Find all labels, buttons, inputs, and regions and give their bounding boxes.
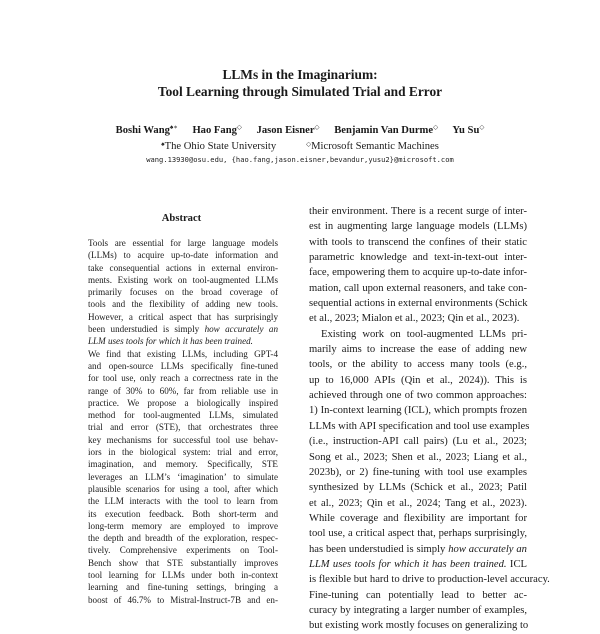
body-line: Fine-tuning can potentially lead to better ac- — [309, 589, 527, 601]
body-line: While coverage and flexibility are important for — [309, 512, 527, 524]
body-line: Song et al., 2023; Shen et al., 2023; Liang et al., — [309, 451, 527, 463]
introduction-body — [309, 204, 550, 634]
abstract-line: tool learning for LLMs under both in-context — [88, 570, 278, 581]
abstract-line: plausible scenarios for using a tool, after which — [88, 483, 278, 494]
author-emails: wang.13930@osu.edu, {hao.fang,jason.eisner,bevandur,yusu2}@microsoft.com — [146, 155, 454, 164]
author-mark: ♠∗ — [169, 124, 178, 131]
author-name: Jason Eisner — [256, 125, 315, 136]
title-line-1: LLMs in the Imaginarium: — [222, 67, 378, 82]
abstract-emphasis: LLM uses tools for which it has been trained. — [88, 336, 253, 347]
body-line: sequential actions in external environments (Schick — [309, 298, 528, 310]
author-mark: ◇ — [433, 124, 439, 131]
abstract-line: (LLMs) to acquire up-to-date information and — [88, 250, 278, 261]
affiliation-name: Microsoft Semantic Machines — [311, 141, 439, 152]
body-fragment: ICL — [509, 558, 527, 570]
abstract-line: ments. Existing work on tool-augmented LLMs — [88, 274, 278, 285]
abstract-line: range of 30% to 60%, far from reliable use in — [88, 385, 278, 396]
author-mark: ◇ — [236, 124, 242, 131]
author-name: Hao Fang — [192, 125, 237, 136]
abstract-line: and open-source LLMs specifically fine-tuned — [88, 360, 278, 371]
abstract-line: the depth and breadth of the exploration, respec- — [88, 533, 278, 544]
body-line: parametric knowledge and text-in-text-out inter- — [309, 252, 527, 264]
abstract-line: Bench show that STE substantially improves — [88, 557, 278, 568]
body-line: synthesized by LLMs (Schick et al., 2023; Patil — [309, 482, 527, 494]
affiliation-mark: ◇ — [306, 141, 312, 148]
abstract-line: tively. Comprehensive experiments on Tool- — [88, 545, 278, 556]
abstract-line: leverages an LLM’s ‘imagination’ to simulate — [88, 471, 278, 482]
abstract-line: long-term memory are employed to improve — [88, 520, 278, 531]
abstract-line: key mechanisms for successful tool use behav- — [88, 434, 278, 445]
body-line: LLMs with API specification and tool use examples — [309, 420, 530, 432]
abstract-line: tools and the flexibility of adding new tools. — [88, 299, 278, 310]
body-line: marily aims to increase the ease of adding new — [309, 344, 527, 356]
body-line: achieved through one of two common approaches: — [309, 390, 527, 402]
body-line: tool use, a critical aspect that, perhaps surprisingly, — [309, 528, 527, 540]
abstract-line-emphasis — [88, 335, 278, 347]
abstract-body — [88, 237, 278, 606]
abstract-line: take consequential actions in external environ- — [88, 262, 278, 273]
body-line: Existing work on tool-augmented LLMs pri- — [321, 328, 527, 340]
body-line: with tools to transcend the confines of their static — [309, 236, 527, 248]
affiliation-mark: ♠ — [161, 141, 165, 148]
body-line: but existing work mostly focuses on generalizing to — [309, 620, 529, 632]
body-line: up to 16,000 APIs (Qin et al., 2024)). This is — [309, 374, 527, 386]
paper-title — [0, 66, 600, 100]
abstract-line: We find that existing LLMs, including GPT-4 — [88, 348, 278, 359]
body-line-mixed — [309, 542, 527, 557]
abstract-line: iors in the biological system: trial and error, — [88, 447, 278, 458]
author-mark: ◇ — [479, 124, 485, 131]
abstract-line: trial and error (STE), that orchestrates three — [88, 422, 278, 433]
body-emphasis: how accurately an — [448, 543, 527, 555]
body-line: 2023b), or 2) fine-tuning with tool use examples — [309, 466, 527, 478]
body-fragment: has been understudied is simply — [309, 543, 446, 555]
author-name: Yu Su — [452, 125, 480, 136]
body-line: et al., 2023; Mialon et al., 2023; Qin et al., 2023). — [309, 313, 520, 325]
abstract-line: the LLM interacts with the tool to learn from — [88, 496, 278, 507]
title-line-2: Tool Learning through Simulated Trial and Error — [157, 84, 443, 99]
body-line: curacy by integrating a larger number of examples, — [309, 604, 527, 616]
body-line: et al., 2023; Qin et al., 2024; Tang et al., 2023). — [309, 497, 527, 509]
body-line: is flexible but hard to drive to production-level accuracy. — [309, 574, 550, 586]
author-name: Boshi Wang — [115, 125, 170, 136]
body-line: their environment. There is a recent surge of inter- — [309, 206, 527, 217]
affiliation-name: The Ohio State University — [164, 141, 277, 152]
body-line: (i.e., instruction-API call pairs) (Lu et al., 2023; — [309, 436, 527, 448]
body-line: est in augmenting large language models (LLMs) — [309, 221, 527, 233]
abstract-line: However, a critical aspect that has surprisingly — [88, 311, 278, 322]
abstract-fragment: been understudied is simply — [88, 324, 200, 335]
abstract-line: practice. We propose a biologically inspired — [88, 397, 278, 408]
abstract-line: imagination, and memory. Specifically, STE — [88, 459, 278, 470]
abstract-line: for tool use, only reach a correctness rate in the — [88, 373, 278, 384]
abstract-line: boost of 46.7% to Mistral-Instruct-7B and en- — [88, 594, 278, 605]
body-line: face, empowering them to acquire up-to-date infor- — [309, 267, 527, 279]
affiliations — [0, 138, 600, 153]
abstract-line: method for tool-augmented LLMs, simulated — [88, 410, 278, 421]
abstract-heading: Abstract — [161, 213, 202, 224]
body-line: tools, or the ability to access many tools (e.g., — [309, 359, 527, 371]
body-emphasis: LLM uses tools for which it has been trained. — [309, 558, 507, 570]
abstract-line: primarily focuses on the broad coverage of — [88, 287, 278, 298]
abstract-line: Tools are essential for large language models — [88, 238, 278, 248]
abstract-line: its execution feedback. Both short-term and — [88, 508, 278, 519]
author-list — [0, 121, 600, 137]
abstract-line-mixed — [88, 323, 278, 335]
abstract-line: learning and fine-tuning settings, bringing a — [88, 582, 278, 593]
body-line: mation, call upon external reasoners, and take con- — [309, 282, 527, 294]
abstract-emphasis: how accurately an — [204, 324, 278, 335]
body-line-mixed — [309, 557, 527, 572]
author-mark: ◇ — [314, 124, 320, 131]
body-line: 1) In-context learning (ICL), which prompts frozen — [309, 405, 527, 417]
author-name: Benjamin Van Durme — [334, 125, 434, 136]
